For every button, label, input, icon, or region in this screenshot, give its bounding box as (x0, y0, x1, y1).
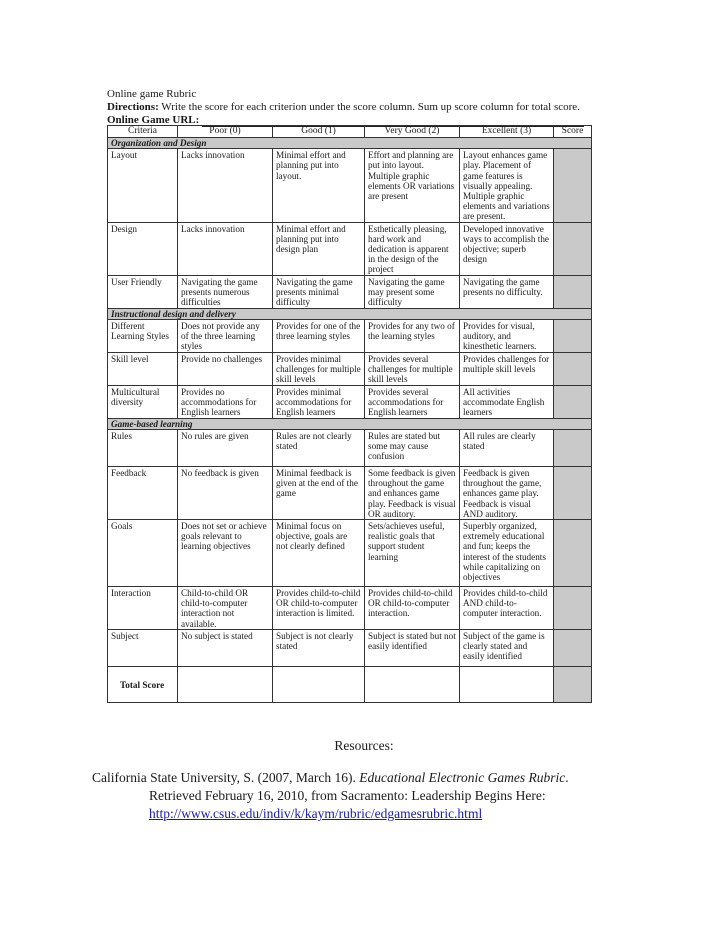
total-empty-cell (178, 666, 273, 702)
rubric-title: Online game Rubric (107, 88, 197, 100)
directions-text: Write the score for each criterion under the score column. Sum up score column for total score. (161, 101, 580, 113)
excellent-cell: Developed innovative ways to accomplish the objective; superb design (460, 222, 554, 275)
score-cell[interactable] (554, 430, 592, 467)
table-row (108, 467, 592, 520)
section-title: Game-based learning (108, 418, 592, 429)
section-row (108, 138, 592, 149)
column-header: Criteria (108, 126, 178, 138)
table-row (108, 629, 592, 666)
column-header: Poor (0) (178, 126, 273, 138)
score-cell[interactable] (554, 467, 592, 520)
citation-line-1 (92, 769, 652, 787)
total-empty-cell (273, 666, 365, 702)
score-cell[interactable] (554, 222, 592, 275)
good-cell: Minimal effort and planning put into design plan (273, 222, 365, 275)
criterion-cell: Interaction (108, 587, 178, 630)
very-good-cell: Some feedback is given throughout the game and enhances game play. Feedback is visual OR auditory. (365, 467, 460, 520)
good-cell: Subject is not clearly stated (273, 629, 365, 666)
rubric-body (108, 138, 592, 703)
table-row (108, 149, 592, 222)
column-header: Excellent (3) (460, 126, 554, 138)
good-cell: Navigating the game presents minimal difficulty (273, 275, 365, 308)
directions-line (107, 101, 597, 114)
very-good-cell: Navigating the game may present some difficulty (365, 275, 460, 308)
total-empty-cell (460, 666, 554, 702)
column-header: Good (1) (273, 126, 365, 138)
poor-cell: No rules are given (178, 430, 273, 467)
section-row (108, 308, 592, 319)
good-cell: Minimal effort and planning put into layout. (273, 149, 365, 222)
header-row (108, 126, 592, 138)
very-good-cell: Sets/achieves useful, realistic goals that support student learning (365, 520, 460, 587)
criterion-cell: Feedback (108, 467, 178, 520)
criterion-cell: User Friendly (108, 275, 178, 308)
criterion-cell: Subject (108, 629, 178, 666)
criterion-cell: Different Learning Styles (108, 319, 178, 352)
good-cell: Provides minimal accommodations for English learners (273, 385, 365, 418)
poor-cell: Lacks innovation (178, 149, 273, 222)
citation-retrieved: Retrieved February 16, 2010, from Sacramento: Leadership Begins Here: (149, 788, 546, 803)
very-good-cell: Effort and planning are put into layout. Multiple graphic elements OR variations are present (365, 149, 460, 222)
score-cell[interactable] (554, 520, 592, 587)
excellent-cell: Provides challenges for multiple skill levels (460, 352, 554, 385)
very-good-cell: Subject is stated but not easily identified (365, 629, 460, 666)
table-row (108, 587, 592, 630)
very-good-cell: Provides several challenges for multiple skill levels (365, 352, 460, 385)
column-header: Score (554, 126, 592, 138)
good-cell: Minimal feedback is given at the end of the game (273, 467, 365, 520)
excellent-cell: Layout enhances game play. Placement of game features is visually appealing. Multiple graphic elements and variations are present. (460, 149, 554, 222)
very-good-cell: Esthetically pleasing, hard work and dedication is apparent in the design of the project (365, 222, 460, 275)
very-good-cell: Provides several accommodations for English learners (365, 385, 460, 418)
criterion-cell: Goals (108, 520, 178, 587)
good-cell: Minimal focus on objective, goals are not clearly defined (273, 520, 365, 587)
section-row (108, 418, 592, 429)
poor-cell: Lacks innovation (178, 222, 273, 275)
score-cell[interactable] (554, 319, 592, 352)
column-header: Very Good (2) (365, 126, 460, 138)
section-title: Instructional design and delivery (108, 308, 592, 319)
resources-title: Resources: (334, 738, 394, 753)
very-good-cell: Provides child-to-child OR child-to-computer interaction. (365, 587, 460, 630)
poor-cell: Provide no challenges (178, 352, 273, 385)
very-good-cell: Rules are stated but some may cause confusion (365, 430, 460, 467)
excellent-cell: Provides child-to-child AND child-to-computer interaction. (460, 587, 554, 630)
criterion-cell: Layout (108, 149, 178, 222)
excellent-cell: Provides for visual, auditory, and kinesthetic learners. (460, 319, 554, 352)
rubric-header (107, 88, 597, 127)
table-row (108, 275, 592, 308)
score-cell[interactable] (554, 629, 592, 666)
poor-cell: Navigating the game presents numerous difficulties (178, 275, 273, 308)
score-cell[interactable] (554, 587, 592, 630)
good-cell: Provides for one of the three learning styles (273, 319, 365, 352)
criterion-cell: Rules (108, 430, 178, 467)
excellent-cell: Superbly organized, extremely educational and fun; keeps the interest of the students while capitalizing on objectives (460, 520, 554, 587)
poor-cell: No feedback is given (178, 467, 273, 520)
citation-title: Educational Electronic Games Rubric (359, 770, 566, 785)
excellent-cell: Feedback is given throughout the game, enhances game play. Feedback is visual AND auditory. (460, 467, 554, 520)
score-cell[interactable] (554, 149, 592, 222)
score-cell[interactable] (554, 275, 592, 308)
excellent-cell: All activities accommodate English learners (460, 385, 554, 418)
very-good-cell: Provides for any two of the learning styles (365, 319, 460, 352)
total-score-cell[interactable] (554, 666, 592, 702)
excellent-cell: Subject of the game is clearly stated and easily identified (460, 629, 554, 666)
table-row (108, 222, 592, 275)
citation-period: . (565, 770, 569, 785)
citation (92, 769, 652, 823)
good-cell: Rules are not clearly stated (273, 430, 365, 467)
total-empty-cell (365, 666, 460, 702)
good-cell: Provides minimal challenges for multiple skill levels (273, 352, 365, 385)
table-row (108, 352, 592, 385)
table-row (108, 319, 592, 352)
excellent-cell: All rules are clearly stated (460, 430, 554, 467)
poor-cell: Provides no accommodations for English learners (178, 385, 273, 418)
citation-author: California State University, S. (2007, March 16). (92, 770, 356, 785)
total-score-label: Total Score (108, 666, 178, 702)
excellent-cell: Navigating the game presents no difficulty. (460, 275, 554, 308)
section-title: Organization and Design (108, 138, 592, 149)
url-label: Online Game URL: (107, 114, 200, 126)
criterion-cell: Skill level (108, 352, 178, 385)
poor-cell: Does not set or achieve goals relevant to learning objectives (178, 520, 273, 587)
table-row (108, 430, 592, 467)
good-cell: Provides child-to-child OR child-to-computer interaction is limited. (273, 587, 365, 630)
table-row (108, 520, 592, 587)
directions-label: Directions: (107, 101, 159, 113)
criterion-cell: Design (108, 222, 178, 275)
citation-link-line (92, 805, 652, 823)
criterion-cell: Multicultural diversity (108, 385, 178, 418)
total-row (108, 666, 592, 702)
rubric-table (107, 125, 592, 703)
poor-cell: Child-to-child OR child-to-computer interaction not available. (178, 587, 273, 630)
table-row (108, 385, 592, 418)
citation-link[interactable]: http://www.csus.edu/indiv/k/kaym/rubric/edgamesrubric.html (149, 806, 483, 821)
score-cell[interactable] (554, 385, 592, 418)
score-cell[interactable] (554, 352, 592, 385)
poor-cell: No subject is stated (178, 629, 273, 666)
poor-cell: Does not provide any of the three learning styles (178, 319, 273, 352)
